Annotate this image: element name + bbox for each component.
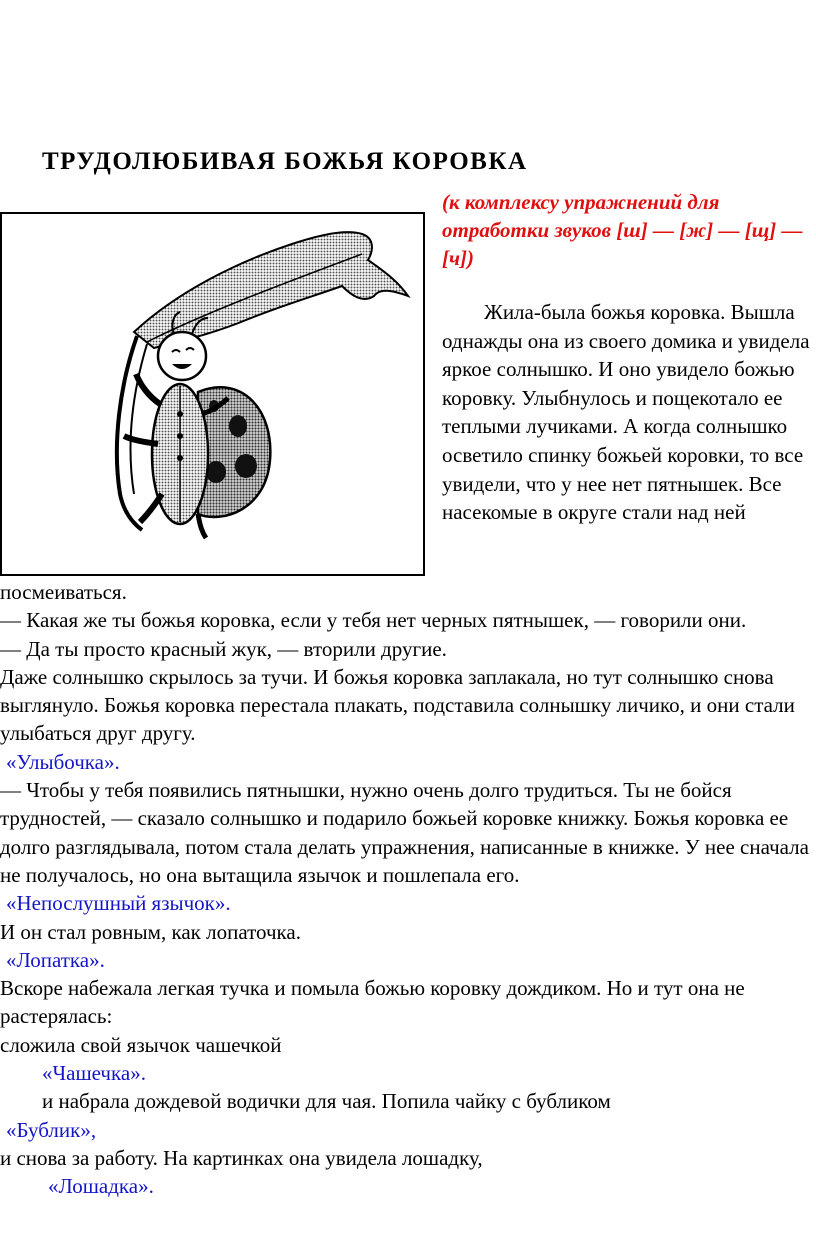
exercise-name: «Чашечка». (42, 1061, 146, 1086)
ladybug-on-leaf-icon (2, 214, 423, 574)
exercise-name: «Улыбочка». (6, 749, 120, 774)
text-line: сложила свой язычок чашечкой (0, 1032, 282, 1057)
text-line: посмеиваться. (0, 580, 127, 604)
exercise-name: «Лошадка». (48, 1174, 154, 1199)
text-line: и набрала дождевой водички для чая. Попила чайку с бубликом (42, 1089, 611, 1114)
text-line: — Да ты просто красный жук, — вторили другие. (0, 636, 447, 661)
story-subtitle: (к комплексу упражнений для отработки звуков [ш] — [ж] — [щ] — [ч]) (442, 190, 803, 270)
exercise-name: «Непослушный язычок». (6, 891, 231, 916)
story-intro (442, 298, 814, 527)
story-title: ТРУДОЛЮБИВАЯ БОЖЬЯ КОРОВКА (42, 148, 528, 175)
text-line: И он стал ровным, как лопаточка. (0, 919, 301, 944)
exercise-name: «Лопатка». (6, 947, 105, 972)
text-line: — Какая же ты божья коровка, если у тебя нет черных пятнышек, — говорили они. (0, 608, 747, 633)
story-body (0, 578, 814, 1201)
text-line: Даже солнышко скрылось за тучи. И божья коровка заплакала, но тут солнышко снова выглянуло. Божья коровка перестала плакать, подставила солнышку личико, и они стали улыбаться друг другу. (0, 664, 795, 746)
ladybug-illustration (0, 212, 425, 576)
text-line: Вскоре набежала легкая тучка и помыла божью коровку дождиком. Но и тут она не растерялась: (0, 976, 745, 1029)
text-line: — Чтобы у тебя появились пятнышки, нужно очень долго трудиться. Ты не бойся трудностей, — сказало солнышко и подарило божьей коровке книжку. Божья коровка ее долго разглядывала, потом стала делать упражнения, написанные в книжке. У нее сначала не получалось, но она вытащила язычок и пошлепала его. (0, 778, 809, 887)
exercise-name: «Бублик», (6, 1117, 97, 1142)
text-line: и снова за работу. На картинках она увидела лошадку, (0, 1145, 483, 1170)
intro-paragraph: Жила-была божья коровка. Вышла однажды она из своего домика и увидела яркое солнышко. И оно увидело божью коровку. Улыбнулось и пощекотало ее теплыми лучиками. А когда солнышко осветило спинку божьей коровки, то все увидели, что у нее нет пятнышек. Все насекомые в округе стали над ней (442, 300, 810, 525)
